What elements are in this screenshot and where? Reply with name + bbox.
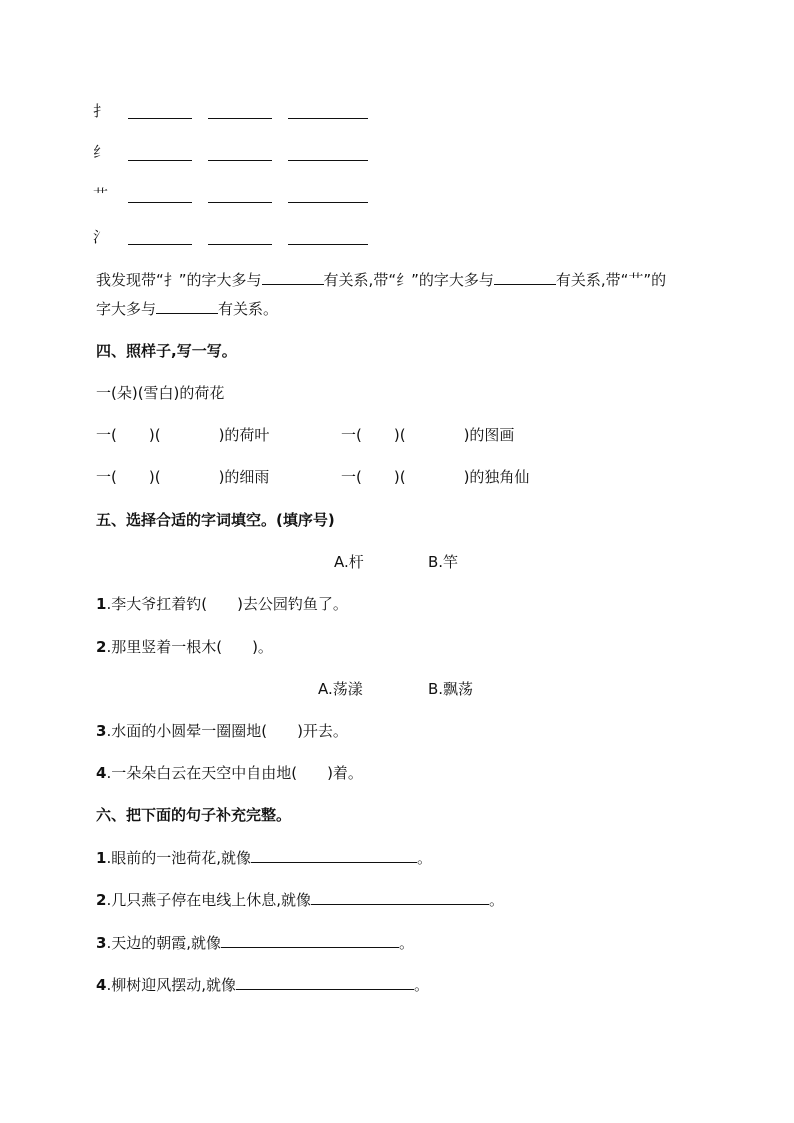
section-4-title: 四、照样子,写一写。 [96,342,237,360]
sentence-end: 。 [413,976,429,994]
item-text: )( [148,468,161,486]
radical-char: 氵 [93,228,109,246]
sentence-end: 。 [416,849,432,867]
item-text: )的荷叶 [218,426,270,444]
answer-blank[interactable] [208,117,272,119]
question-text: )着。 [327,764,363,782]
discovery-text: 有关系,带“艹”的 [555,271,667,289]
answer-blank[interactable] [288,117,368,119]
sentence-text: .眼前的一池荷花,就像 [106,849,251,867]
option-a: A.杆 [334,553,364,571]
sentence-text: .柳树迎风摆动,就像 [106,976,236,994]
item-text: 一( [341,426,362,444]
question-number: 2 [96,891,107,909]
question-1 [96,594,348,614]
question-number: 1 [96,595,107,613]
sentence-1 [96,847,432,868]
answer-blank[interactable] [251,847,417,863]
question-number: 1 [96,849,107,867]
discovery-text: 有关系,带“纟”的字大多与 [323,271,494,289]
answer-blank[interactable] [208,201,272,203]
option-b: B.竿 [428,553,459,571]
item-text: 一( [341,468,362,486]
radical-char: 纟 [93,143,109,161]
answer-blank[interactable] [221,932,399,948]
question-text: )去公园钓鱼了。 [237,595,348,613]
section-4-example: 一(朵)(雪白)的荷花 [96,384,225,402]
item-text: )( [393,426,406,444]
option-a: A.荡漾 [318,680,363,698]
discovery-text: 有关系。 [218,300,279,318]
section-4-item [341,425,514,445]
answer-blank[interactable] [288,243,368,245]
question-number: 4 [96,764,107,782]
discovery-text: 我发现带“扌”的字大多与 [96,271,262,289]
item-text: 一( [96,426,117,444]
question-text: .一朵朵白云在天空中自由地( [106,764,298,782]
answer-blank[interactable] [128,201,192,203]
answer-blank[interactable] [494,269,556,285]
answer-blank[interactable] [128,117,192,119]
answer-blank[interactable] [128,243,192,245]
item-text: )的细雨 [218,468,270,486]
answer-blank[interactable] [288,159,368,161]
item-text: 一( [96,468,117,486]
answer-blank[interactable] [236,974,414,990]
question-text: )。 [252,638,273,656]
radical-char: 艹 [93,186,109,204]
question-text: .那里竖着一根木( [106,638,223,656]
answer-blank[interactable] [128,159,192,161]
question-text: .李大爷扛着钓( [106,595,208,613]
sentence-2 [96,889,504,910]
answer-blank[interactable] [262,269,324,285]
answer-blank[interactable] [311,889,489,905]
question-3 [96,721,348,741]
option-b: B.飘荡 [428,680,474,698]
question-number: 2 [96,638,107,656]
question-text: )开去。 [297,722,348,740]
answer-blank[interactable] [208,243,272,245]
section-5-title: 五、选择合适的字词填空。(填序号) [96,511,335,529]
discovery-line-2 [96,298,278,319]
sentence-4 [96,974,429,995]
section-6-title: 六、把下面的句子补充完整。 [96,806,292,824]
answer-blank[interactable] [208,159,272,161]
sentence-text: .天边的朝霞,就像 [106,934,221,952]
sentence-3 [96,932,414,953]
sentence-text: .几只燕子停在电线上休息,就像 [106,891,311,909]
question-text: .水面的小圆晕一圈圈地( [106,722,268,740]
item-text: )( [393,468,406,486]
answer-blank[interactable] [288,201,368,203]
discovery-line-1 [96,269,666,290]
section-4-item [96,425,269,445]
item-text: )( [148,426,161,444]
sentence-end: 。 [488,891,504,909]
question-2 [96,637,273,657]
item-text: )的独角仙 [463,468,530,486]
question-number: 3 [96,934,107,952]
discovery-text: 字大多与 [96,300,157,318]
question-number: 4 [96,976,107,994]
question-number: 3 [96,722,107,740]
sentence-end: 。 [398,934,414,952]
section-4-item [341,467,529,487]
section-4-item [96,467,269,487]
answer-blank[interactable] [156,298,218,314]
item-text: )的图画 [463,426,515,444]
radical-char: 扌 [93,102,109,120]
question-4 [96,763,363,783]
